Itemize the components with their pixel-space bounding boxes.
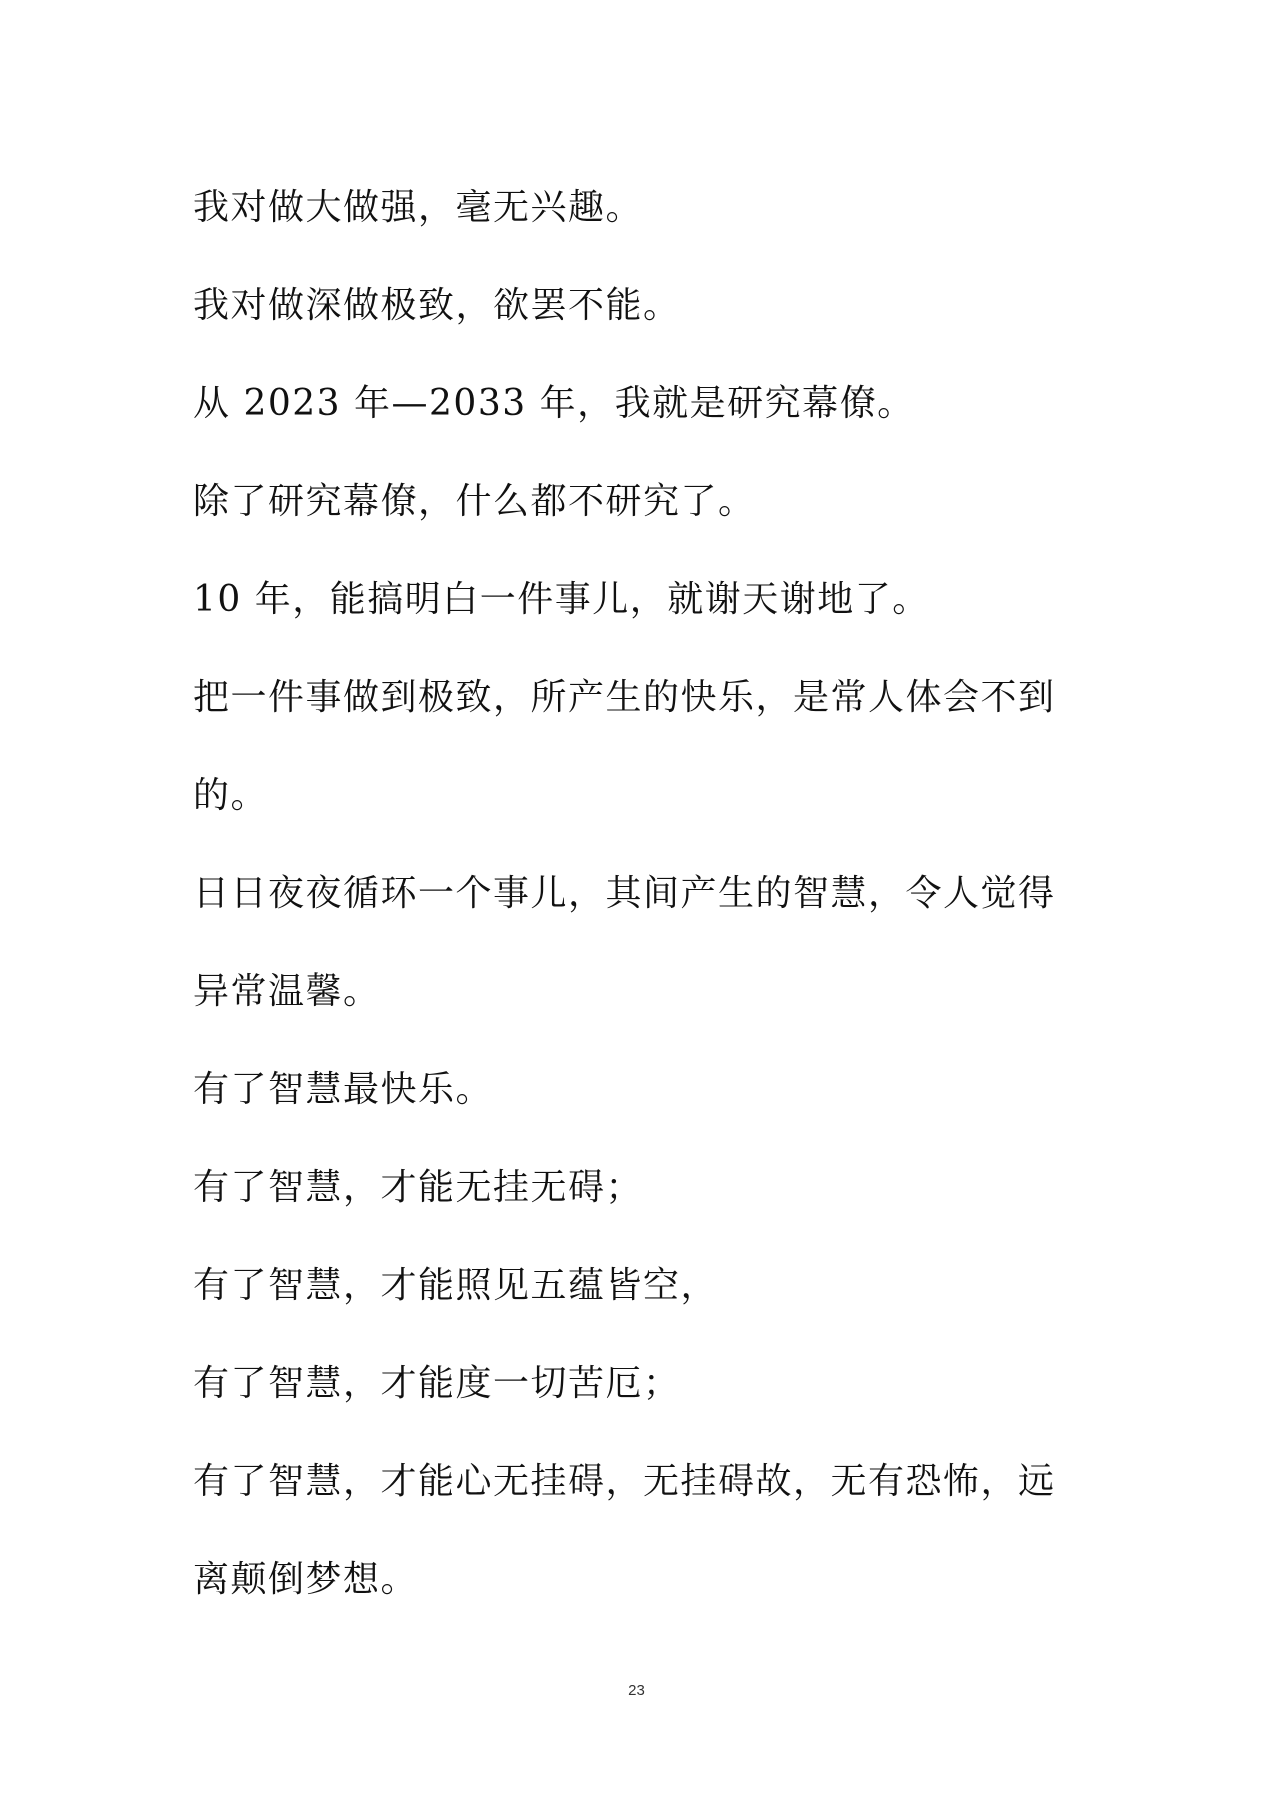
text-line: 有了智慧最快乐。 — [193, 1069, 494, 1110]
text-line: 有了智慧，才能度一切苦厄； — [193, 1363, 681, 1404]
text-line: 异常温馨。 — [193, 971, 381, 1012]
text-line: 我对做深做极致，欲罢不能。 — [193, 285, 681, 326]
text-line: 有了智慧，才能无挂无碍； — [193, 1167, 644, 1208]
page-number: 23 — [628, 1682, 645, 1699]
text-line: 我对做大做强，毫无兴趣。 — [193, 187, 644, 228]
text-line: 有了智慧，才能心无挂碍，无挂碍故，无有恐怖，远 — [193, 1461, 1056, 1502]
text-line: 10 年，能搞明白一件事儿，就谢天谢地了。 — [193, 579, 930, 620]
text-line: 的。 — [193, 775, 269, 816]
text-line: 把一件事做到极致，所产生的快乐，是常人体会不到 — [193, 677, 1056, 718]
body-text — [193, 178, 1093, 1648]
text-line: 从 2023 年—2033 年，我就是研究幕僚。 — [193, 383, 915, 424]
text-line: 离颠倒梦想。 — [193, 1559, 419, 1600]
text-line: 除了研究幕僚，什么都不研究了。 — [193, 481, 756, 522]
text-line: 日日夜夜循环一个事儿，其间产生的智慧，令人觉得 — [193, 873, 1056, 914]
text-line: 有了智慧，才能照见五蕴皆空， — [193, 1265, 719, 1306]
